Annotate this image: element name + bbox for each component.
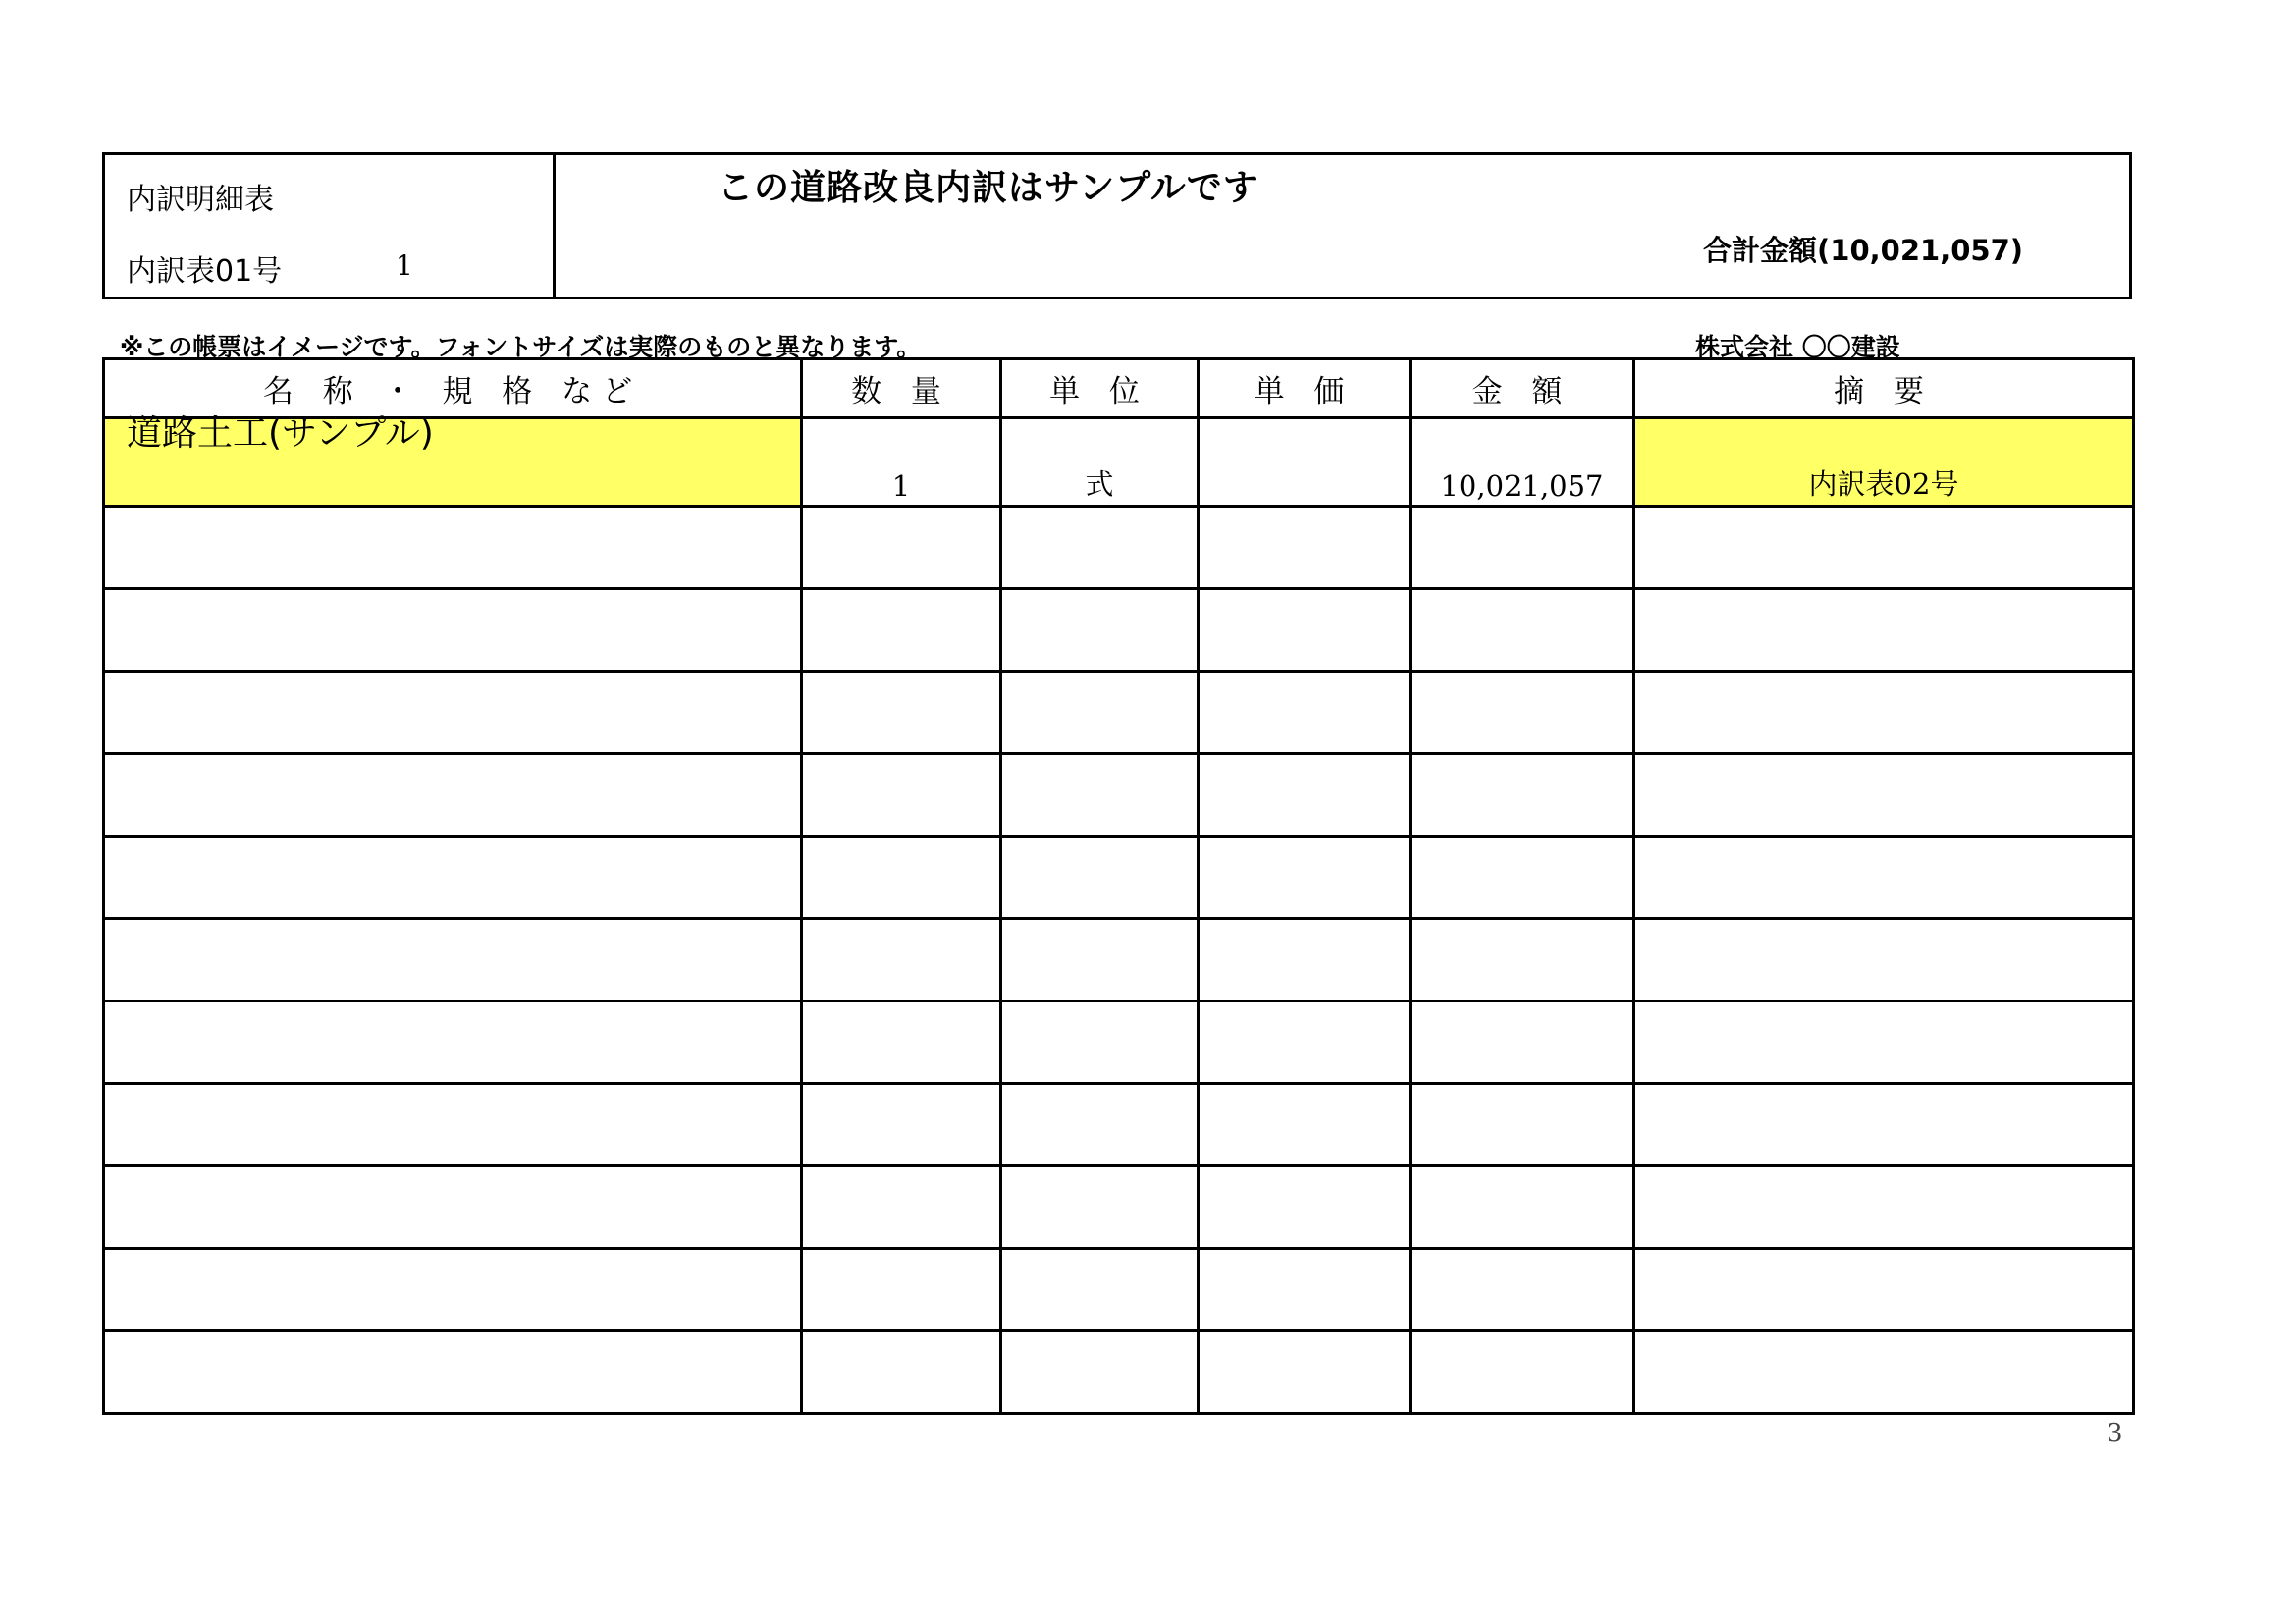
table-row	[104, 1001, 2134, 1084]
column-header-quantity: 数 量	[802, 359, 1001, 418]
empty-cell[interactable]	[1634, 1001, 2134, 1084]
empty-cell[interactable]	[1411, 1331, 1634, 1414]
empty-cell[interactable]	[1634, 1084, 2134, 1166]
empty-cell[interactable]	[104, 672, 802, 754]
empty-cell[interactable]	[104, 837, 802, 919]
empty-cell[interactable]	[1001, 837, 1199, 919]
empty-cell[interactable]	[1001, 1084, 1199, 1166]
empty-cell[interactable]	[1411, 672, 1634, 754]
item-amount[interactable]: 10,021,057	[1411, 418, 1634, 507]
empty-cell[interactable]	[1411, 507, 1634, 589]
empty-cell[interactable]	[802, 1166, 1001, 1249]
empty-cell[interactable]	[802, 589, 1001, 672]
item-name: 道路土工(サンプル)	[127, 413, 434, 454]
empty-cell[interactable]	[1411, 754, 1634, 837]
table-row	[104, 418, 2134, 507]
empty-cell[interactable]	[1001, 507, 1199, 589]
column-header-unit: 単 位	[1001, 359, 1199, 418]
empty-cell[interactable]	[1199, 919, 1411, 1001]
item-remarks[interactable]: 内訳表02号	[1634, 418, 2134, 507]
empty-cell[interactable]	[104, 1331, 802, 1414]
table-row	[104, 1166, 2134, 1249]
empty-cell[interactable]	[1199, 1249, 1411, 1331]
empty-cell[interactable]	[1634, 919, 2134, 1001]
empty-cell[interactable]	[1001, 754, 1199, 837]
page-number: 3	[2107, 1419, 2123, 1448]
column-header-unit-price: 単 価	[1199, 359, 1411, 418]
table-row	[104, 589, 2134, 672]
empty-cell[interactable]	[1001, 1249, 1199, 1331]
empty-cell[interactable]	[1634, 1249, 2134, 1331]
empty-cell[interactable]	[802, 1001, 1001, 1084]
empty-cell[interactable]	[1634, 837, 2134, 919]
table-row	[104, 1331, 2134, 1414]
table-row	[104, 672, 2134, 754]
empty-cell[interactable]	[104, 507, 802, 589]
empty-cell[interactable]	[1634, 507, 2134, 589]
empty-cell[interactable]	[1634, 1166, 2134, 1249]
breakdown-table	[102, 357, 2135, 1415]
column-header-amount: 金 額	[1411, 359, 1634, 418]
empty-cell[interactable]	[1411, 1001, 1634, 1084]
empty-cell[interactable]	[1199, 507, 1411, 589]
table-row	[104, 919, 2134, 1001]
empty-cell[interactable]	[1411, 589, 1634, 672]
empty-cell[interactable]	[1411, 837, 1634, 919]
empty-cell[interactable]	[104, 589, 802, 672]
sheet-number-label: 内訳表01号	[127, 254, 283, 289]
item-unit-price[interactable]	[1199, 418, 1411, 507]
empty-cell[interactable]	[1634, 1331, 2134, 1414]
empty-cell[interactable]	[1411, 1084, 1634, 1166]
empty-cell[interactable]	[802, 672, 1001, 754]
empty-cell[interactable]	[1411, 1249, 1634, 1331]
empty-cell[interactable]	[104, 1249, 802, 1331]
empty-cell[interactable]	[802, 919, 1001, 1001]
header-box	[102, 152, 2132, 299]
empty-cell[interactable]	[1199, 754, 1411, 837]
empty-cell[interactable]	[104, 919, 802, 1001]
empty-cell[interactable]	[1001, 919, 1199, 1001]
company-name: 株式会社 〇〇建設	[1695, 333, 1900, 361]
item-unit[interactable]: 式	[1001, 418, 1199, 507]
empty-cell[interactable]	[1001, 672, 1199, 754]
empty-cell[interactable]	[1199, 1166, 1411, 1249]
empty-cell[interactable]	[1199, 1331, 1411, 1414]
empty-cell[interactable]	[1001, 1331, 1199, 1414]
empty-cell[interactable]	[1199, 589, 1411, 672]
empty-cell[interactable]	[1199, 1084, 1411, 1166]
empty-cell[interactable]	[1411, 919, 1634, 1001]
column-header-name: 名 称 ・ 規 格 など	[104, 359, 802, 418]
empty-cell[interactable]	[1001, 589, 1199, 672]
table-row	[104, 507, 2134, 589]
disclaimer-note: ※この帳票はイメージです。フォントサイズは実際のものと異なります。	[120, 333, 922, 361]
item-name-cell[interactable]	[104, 413, 802, 507]
empty-cell[interactable]	[1199, 837, 1411, 919]
empty-cell[interactable]	[802, 1084, 1001, 1166]
table-row	[104, 1249, 2134, 1331]
empty-cell[interactable]	[802, 754, 1001, 837]
empty-cell[interactable]	[1001, 1001, 1199, 1084]
column-header-remarks: 摘 要	[1634, 359, 2134, 418]
header-left-cell	[105, 155, 556, 297]
empty-cell[interactable]	[1411, 1166, 1634, 1249]
empty-cell[interactable]	[1199, 672, 1411, 754]
table-row	[104, 1084, 2134, 1166]
empty-cell[interactable]	[802, 837, 1001, 919]
sheet-page-number: 1	[396, 249, 413, 282]
empty-cell[interactable]	[802, 507, 1001, 589]
empty-cell[interactable]	[1634, 754, 2134, 837]
empty-cell[interactable]	[1634, 589, 2134, 672]
empty-cell[interactable]	[802, 1331, 1001, 1414]
empty-cell[interactable]	[802, 1249, 1001, 1331]
form-type-label: 内訳明細表	[127, 183, 274, 217]
empty-cell[interactable]	[104, 1084, 802, 1166]
empty-cell[interactable]	[1001, 1166, 1199, 1249]
empty-cell[interactable]	[104, 1166, 802, 1249]
table-row	[104, 754, 2134, 837]
document-title: この道路改良内訳はサンプルです	[718, 168, 1259, 208]
empty-cell[interactable]	[104, 1001, 802, 1084]
total-amount: 合計金額(10,021,057)	[1703, 234, 2023, 267]
empty-cell[interactable]	[1634, 672, 2134, 754]
table-row	[104, 837, 2134, 919]
item-quantity[interactable]: 1	[802, 418, 1001, 507]
empty-cell[interactable]	[1199, 1001, 1411, 1084]
empty-cell[interactable]	[104, 754, 802, 837]
